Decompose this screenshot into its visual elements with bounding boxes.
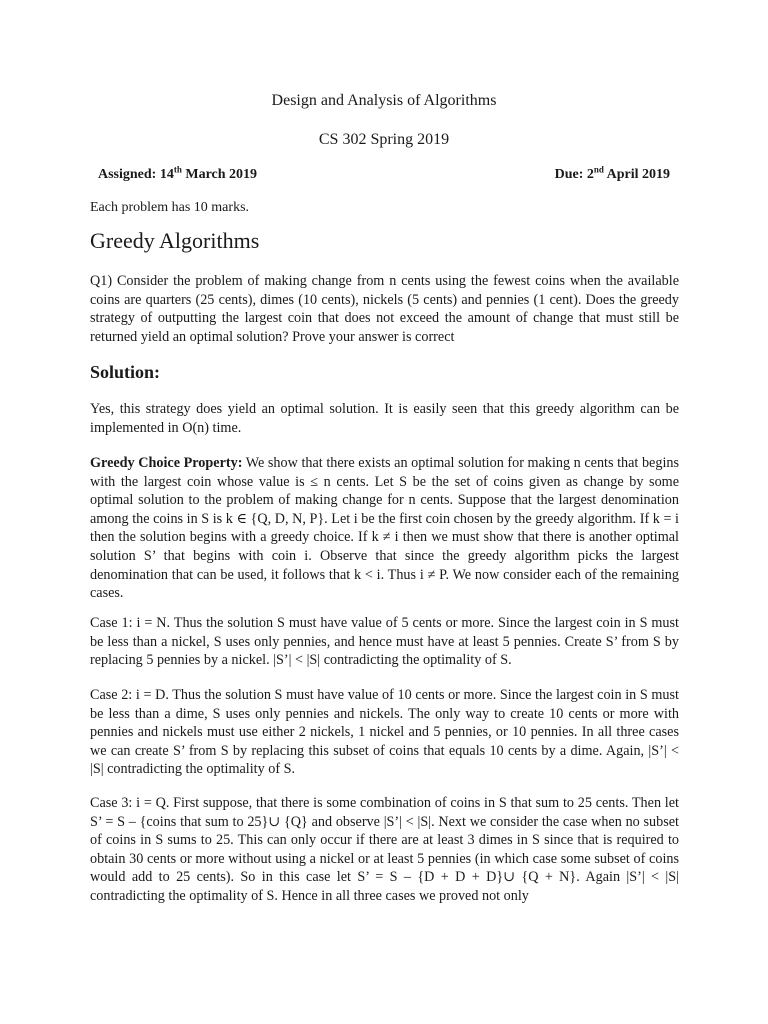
- case2-paragraph: Case 2: i = D. Thus the solution S must have value of 10 cents or more. Since the largest coin in S must be less than a dime, S uses only pennies and nickels. The only way to create 10 cents or more with pennies and nickels must use either 2 nickels, 1 nickel and 5 pennies, or 10 pennies. In all three cases we can create S’ from S by replacing this subset of coins that equals 10 cents by a dime. Again, |S’| < |S| contradicting the optimality of S.: [90, 687, 679, 778]
- case3-paragraph: Case 3: i = Q. First suppose, that there is some combination of coins in S that sum to 25 cents. Then let S’ = S – {coins that sum to 25}∪ {Q} and observe |S’| < |S|. Next we consider the case when no subset of coins in S sums to 25. This can only occur if there are at least 3 dimes in S since that is required to obtain 30 cents or more without using a nickel or at least 5 pennies (in which case some subset of coins would add to 25 cents). So in this case let S’ = S – {D + D + D}∪ {Q + N}. Again |S’| < |S| contradicting the optimality of S. Hence in all three cases we proved not only: [90, 795, 679, 904]
- greedy-choice-paragraph: [90, 454, 679, 603]
- due-date: Due: 2nd April 2019: [554, 164, 670, 182]
- question-paragraph: Q1) Consider the problem of making change from n cents using the fewest coins when the available coins are quarters (25 cents), dimes (10 cents), nickels (5 cents) and pennies (1 cent). Does the greedy strategy of outputting the largest coin that does not exceed the amount of change that must still be returned yield an optimal solution? Prove your answer is correct: [90, 273, 679, 345]
- greedy-choice-lead: Greedy Choice Property:: [90, 455, 243, 471]
- case1-paragraph: Case 1: i = N. Thus the solution S must have value of 5 cents or more. Since the largest coin in S must be less than a nickel, S uses only pennies, and hence must have at least 5 pennies. Create S’ from S by replacing 5 pennies by a nickel. |S’| < |S| contradicting the optimality of S.: [90, 615, 679, 669]
- section-heading: Greedy Algorithms: [90, 228, 260, 253]
- solution-heading: Solution:: [90, 362, 161, 382]
- greedy-choice-text: We show that there exists an optimal solution for making n cents that begins with the largest coin whose value is ≤ n cents. Let S be the set of coins given as change by some optimal solution to the problem of making change for n cents. Suppose that the largest denomination among the coins in S is k ∈ {Q, D, N, P}. Let i be the first coin chosen by the greedy algorithm. If k = i then the solution begins with a greedy choice. If k ≠ i then we must show that there is another optimal solution S’ that begins with coin i. Observe that since the greedy algorithm picks the largest denomination that can be used, it follows that k < i. Thus i ≠ P. We now consider each of the remaining cases.: [90, 455, 680, 602]
- course-title: Design and Analysis of Algorithms: [271, 92, 497, 109]
- marks-note: Each problem has 10 marks.: [90, 200, 250, 215]
- course-code: CS 302 Spring 2019: [318, 131, 450, 148]
- dates-row: [98, 164, 670, 183]
- solution-intro-paragraph: Yes, this strategy does yield an optimal solution. It is easily seen that this greedy algorithm can be implemented in O(n) time.: [90, 401, 679, 436]
- assigned-date: Assigned: 14th March 2019: [98, 164, 258, 182]
